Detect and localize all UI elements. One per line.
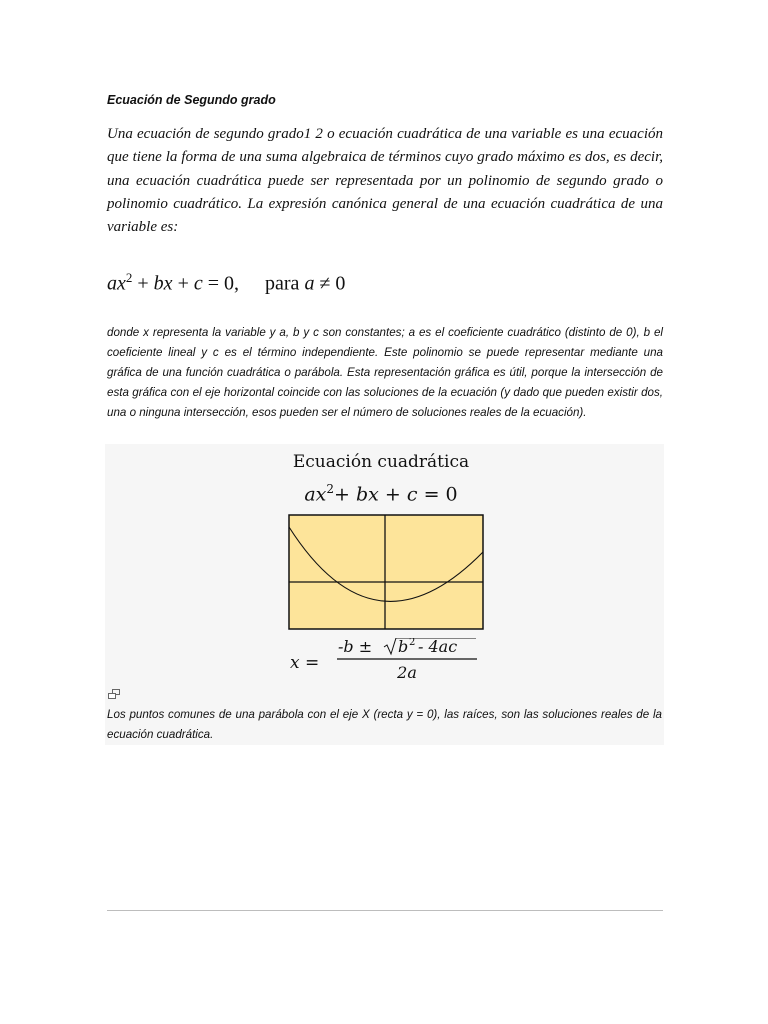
fig-eq-x: x [315, 483, 327, 506]
section-heading: Ecuación de Segundo grado [107, 93, 276, 107]
figure-block [105, 444, 664, 745]
formula-b: b [153, 272, 164, 295]
footer-divider [107, 910, 663, 911]
formula-para: para [265, 272, 300, 295]
image-anchor-icon[interactable] [108, 689, 120, 699]
formula-equals: = 0, [202, 272, 240, 295]
figure-caption: Los puntos comunes de una parábola con el eje X (recta y = 0), las raíces, son las soluciones reales de la ecuación cuadrática. [107, 708, 662, 741]
parabola-plot [288, 514, 484, 630]
fig-eq-plus2: + [378, 483, 407, 506]
formula-cond: ≠ 0 [314, 272, 346, 295]
formula-x-linear: x [163, 272, 173, 295]
formula-c: c [193, 272, 203, 295]
qf-denominator: 2a [397, 663, 417, 682]
qf-numerator-left: -b ± [338, 638, 373, 656]
figure-title: Ecuación cuadrática [292, 452, 470, 472]
plot-background [289, 515, 483, 629]
description-paragraph: donde x representa la variable y a, b y c son constantes; a es el coeficiente cuadrático (distinto de 0), b el coeficiente lineal y c es el término independiente. Este polinomio se puede representar mediante una gráfica de una función cuadrática o parábola. Esta representación gráfica es útil, porque la intersección de esta gráfica con el eje horizontal coincide con las soluciones de la ecuación (y dado que pueden existir dos, una o ninguna intersección, esos pueden ser el número de soluciones reales de la ecuación). [107, 326, 663, 419]
canonical-formula [107, 270, 345, 296]
fig-eq-exp: 2 [326, 482, 335, 496]
fig-eq-c: c [406, 483, 418, 506]
formula-exponent: 2 [125, 270, 133, 285]
formula-plus-1: + [132, 272, 154, 295]
figure-equation [271, 482, 491, 505]
quadratic-formula [290, 638, 480, 682]
fig-eq-a: a [304, 483, 316, 506]
formula-a: a [107, 272, 117, 295]
fig-eq-x2: x [368, 483, 379, 506]
fig-eq-eq: = 0 [417, 483, 458, 506]
fig-eq-b: b [356, 483, 369, 506]
fig-eq-plus1: + [334, 483, 356, 506]
formula-cond-a: a [304, 272, 315, 295]
qf-radicand-rest: - 4ac [418, 638, 458, 656]
qf-radicand-b: b [398, 638, 409, 656]
qf-radicand-exp: 2 [409, 638, 416, 648]
formula-x: x [117, 272, 126, 295]
intro-paragraph: Una ecuación de segundo grado1 2 o ecuación cuadrática de una variable es una ecuación que tiene la forma de una suma algebraica de términos cuyo grado máximo es dos, es decir, una ecuación cuadrática puede ser representada por un polinomio de segundo grado o polinomio cuadrático. La expresión canónica general de una ecuación cuadrática de una variable es: [107, 126, 663, 236]
quadratic-figure [271, 448, 491, 684]
qf-lhs: x = [290, 653, 320, 673]
formula-plus-2: + [172, 272, 194, 295]
